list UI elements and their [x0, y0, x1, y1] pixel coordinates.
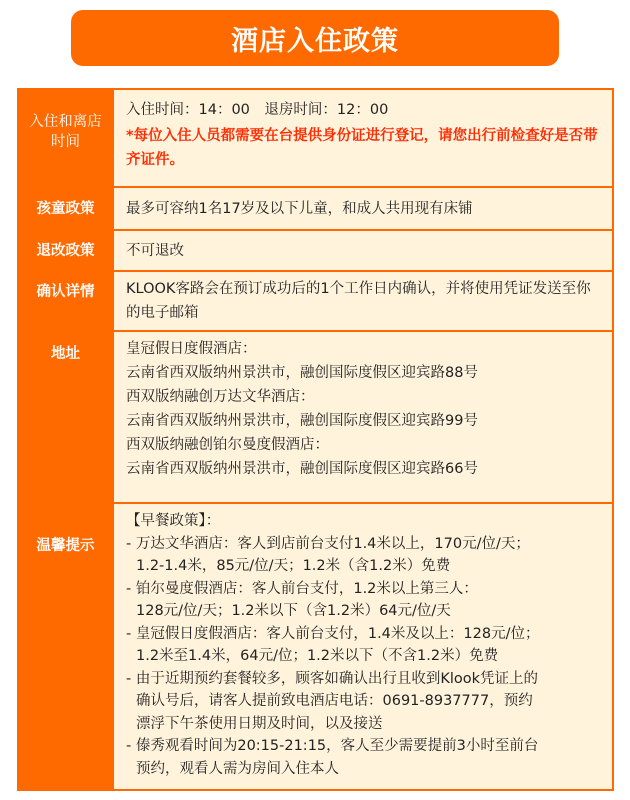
tips-line: - 由于近期预约套餐较多，顾客如确认出行且收到Klook凭证上的 [126, 670, 539, 687]
tips-line: - 铂尔曼度假酒店：客人前台支付，1.2米以上第三人： [126, 580, 478, 597]
refund-label: 退改政策 [19, 231, 114, 270]
policy-table [17, 88, 614, 791]
tips-line: 【早餐政策】： [126, 513, 221, 529]
tips-label: 温馨提示 [19, 504, 114, 789]
address-line: 西双版纳融创万达文华酒店： [126, 389, 315, 405]
tips-line: 1.2-1.4米，85元/位/天；1.2米（含1.2米）免费 [136, 558, 451, 574]
checkin-value [114, 90, 612, 186]
tips-line: - 傣秀观看时间为20:15-21:15，客人至少需要提前3小时至前台 [126, 738, 539, 754]
checkin-row [19, 90, 612, 186]
tips-line: 漂浮下午茶使用日期及时间，以及接送 [136, 715, 383, 732]
tips-line: 128元/位/天；1.2米以下（含1.2米）64元/位/天 [136, 603, 451, 619]
tips-value [114, 504, 612, 789]
checkin-label: 入住和离店时间 [19, 90, 114, 186]
refund-row [19, 229, 612, 270]
page-title: 酒店入住政策 [71, 10, 559, 66]
address-line: 云南省西双版纳州景洪市，融创国际度假区迎宾路88号 [126, 365, 478, 381]
tips-line: 预约，观看人需为房间入住本人 [136, 760, 339, 777]
address-value [114, 332, 612, 502]
tips-line: 确认号后，请客人提前致电酒店电话：0691-8937777，预约 [136, 693, 533, 709]
refund-value: 不可退改 [126, 242, 184, 259]
tips-line: - 皇冠假日度假酒店：客人前台支付，1.4米及以上：128元/位； [126, 625, 540, 642]
address-line: 皇冠假日度假酒店： [126, 341, 257, 357]
tips-line: - 万达文华酒店：客人到店前台支付1.4米以上，170元/位/天； [126, 535, 530, 552]
checkin-time: 入住时间：14：00 退房时间：12：00 [126, 102, 389, 118]
address-line: 云南省西双版纳州景洪市，融创国际度假区迎宾路66号 [126, 461, 478, 477]
tips-row [19, 502, 612, 789]
child-row [19, 186, 612, 229]
address-label: 地址 [19, 332, 114, 502]
id-notice: *每位入住人员都需要在台提供身份证进行登记，请您出行前检查好是否带齐证件。 [126, 128, 598, 168]
confirm-value: KLOOK客路会在预订成功后的1个工作日内确认，并将使用凭证发送至你的电子邮箱 [126, 281, 591, 321]
tips-line: 1.2米至1.4米，64元/位；1.2米以下（不含1.2米）免费 [136, 648, 499, 664]
child-value: 最多可容纳1名17岁及以下儿童，和成人共用现有床铺 [126, 200, 473, 217]
confirm-label: 确认详情 [19, 272, 114, 330]
address-line: 西双版纳融创铂尔曼度假酒店： [126, 437, 329, 453]
confirm-row [19, 270, 612, 330]
child-label: 孩童政策 [19, 188, 114, 229]
address-line: 云南省西双版纳州景洪市，融创国际度假区迎宾路99号 [126, 413, 478, 429]
address-row [19, 330, 612, 502]
